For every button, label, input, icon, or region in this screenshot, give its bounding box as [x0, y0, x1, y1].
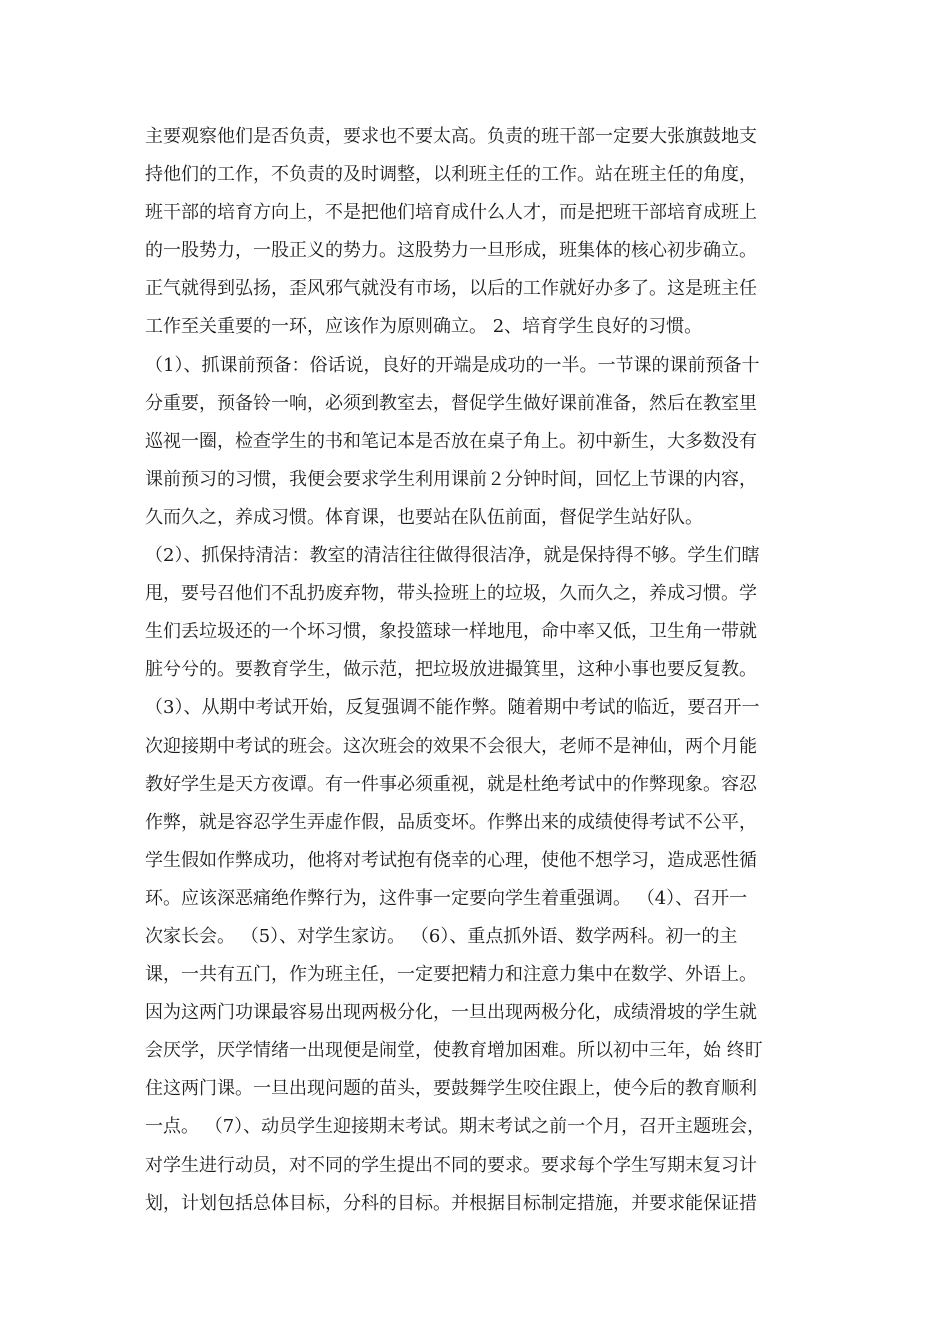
text-line: 巡视一圈，检查学生的书和笔记本是否放在桌子角上。初中新生，大多数没有: [145, 430, 757, 452]
text-line: 对学生进行动员，对不同的学生提出不同的要求。要求每个学生写期末复习计: [145, 1154, 757, 1176]
text-line: 次迎接期中考试的班会。这次班会的效果不会很大，老师不是神仙，两个月能: [145, 735, 757, 757]
text-line: 环。应该深恶痛绝作弊行为，这件事一定要向学生着重强调。 （4）、召开一: [145, 887, 748, 909]
text-line: （3）、从期中考试开始，反复强调不能作弊。随着期中考试的临近，要召开一: [145, 697, 760, 719]
text-line: 作弊，就是容忍学生弄虚作假，品质变坏。作弊出来的成绩使得考试不公平，: [145, 811, 757, 833]
text-line: 的一股势力，一股正义的势力。这股势力一旦形成，班集体的核心初步确立。: [145, 240, 757, 262]
text-line: 学生假如作弊成功，他将对考试抱有侥幸的心理，使他不想学习，造成恶性循: [145, 849, 757, 871]
text-line: 脏兮兮的。要教育学生，做示范，把垃圾放进撮箕里，这种小事也要反复教。: [145, 659, 757, 681]
text-line: 因为这两门功课最容易出现两极分化，一旦出现两极分化，成绩滑坡的学生就: [145, 1002, 757, 1024]
text-line: 划，计划包括总体目标，分科的目标。并根据目标制定措施，并要求能保证措: [145, 1192, 757, 1214]
text-line: 次家长会。 （5）、对学生家访。 （6）、重点抓外语、数学两科。初一的主: [145, 925, 738, 947]
text-line: （1）、抓课前预备：俗话说，良好的开端是成功的一半。一节课的课前预备十: [145, 354, 760, 376]
text-line: 分重要，预备铃一响，必须到教室去，督促学生做好课前准备，然后在教室里: [145, 392, 757, 414]
body-text: [145, 118, 805, 1223]
text-line: 久而久之，养成习惯。体育课，也要站在队伍前面，督促学生站好队。: [145, 506, 703, 528]
text-line: 课，一共有五门，作为班主任，一定要把精力和注意力集中在数学、外语上。: [145, 964, 757, 986]
text-line: 持他们的工作，不负责的及时调整，以利班主任的工作。站在班主任的角度，: [145, 164, 757, 186]
text-line: 住这两门课。一旦出现问题的苗头，要鼓舞学生咬住跟上，使今后的教育顺利: [145, 1078, 757, 1100]
text-line: 主要观察他们是否负责，要求也不要太高。负责的班干部一定要大张旗鼓地支: [145, 126, 757, 147]
text-line: 正气就得到弘扬，歪风邪气就没有市场，以后的工作就好办多了。这是班主任: [145, 278, 757, 300]
text-line: 甩，要号召他们不乱扔废弃物，带头捡班上的垃圾，久而久之，养成习惯。学: [145, 583, 757, 605]
text-line: 课前预习的习惯，我便会要求学生利用课前２分钟时间，回忆上节课的内容，: [145, 468, 757, 490]
text-line: （2）、抓保持清洁：教室的清洁往往做得很洁净，就是保持得不够。学生们瞎: [145, 545, 760, 567]
text-line: 一点。 （7）、动员学生迎接期末考试。期末考试之前一个月，召开主题班会，: [145, 1116, 766, 1138]
text-line: 生们丢垃圾还的一个坏习惯，象投篮球一样地甩，命中率又低，卫生角一带就: [145, 621, 757, 643]
text-line: 工作至关重要的一环，应该作为原则确立。 2、培育学生良好的习惯。: [145, 316, 703, 338]
text-line: 班干部的培育方向上，不是把他们培育成什么人才，而是把班干部培育成班上: [145, 202, 757, 224]
text-line: 会厌学，厌学情绪一出现便是闹堂，使教育增加困难。所以初中三年，始 终盯: [145, 1040, 763, 1062]
text-line: 教好学生是天方夜谭。有一件事必须重视，就是杜绝考试中的作弊现象。容忍: [145, 773, 757, 795]
